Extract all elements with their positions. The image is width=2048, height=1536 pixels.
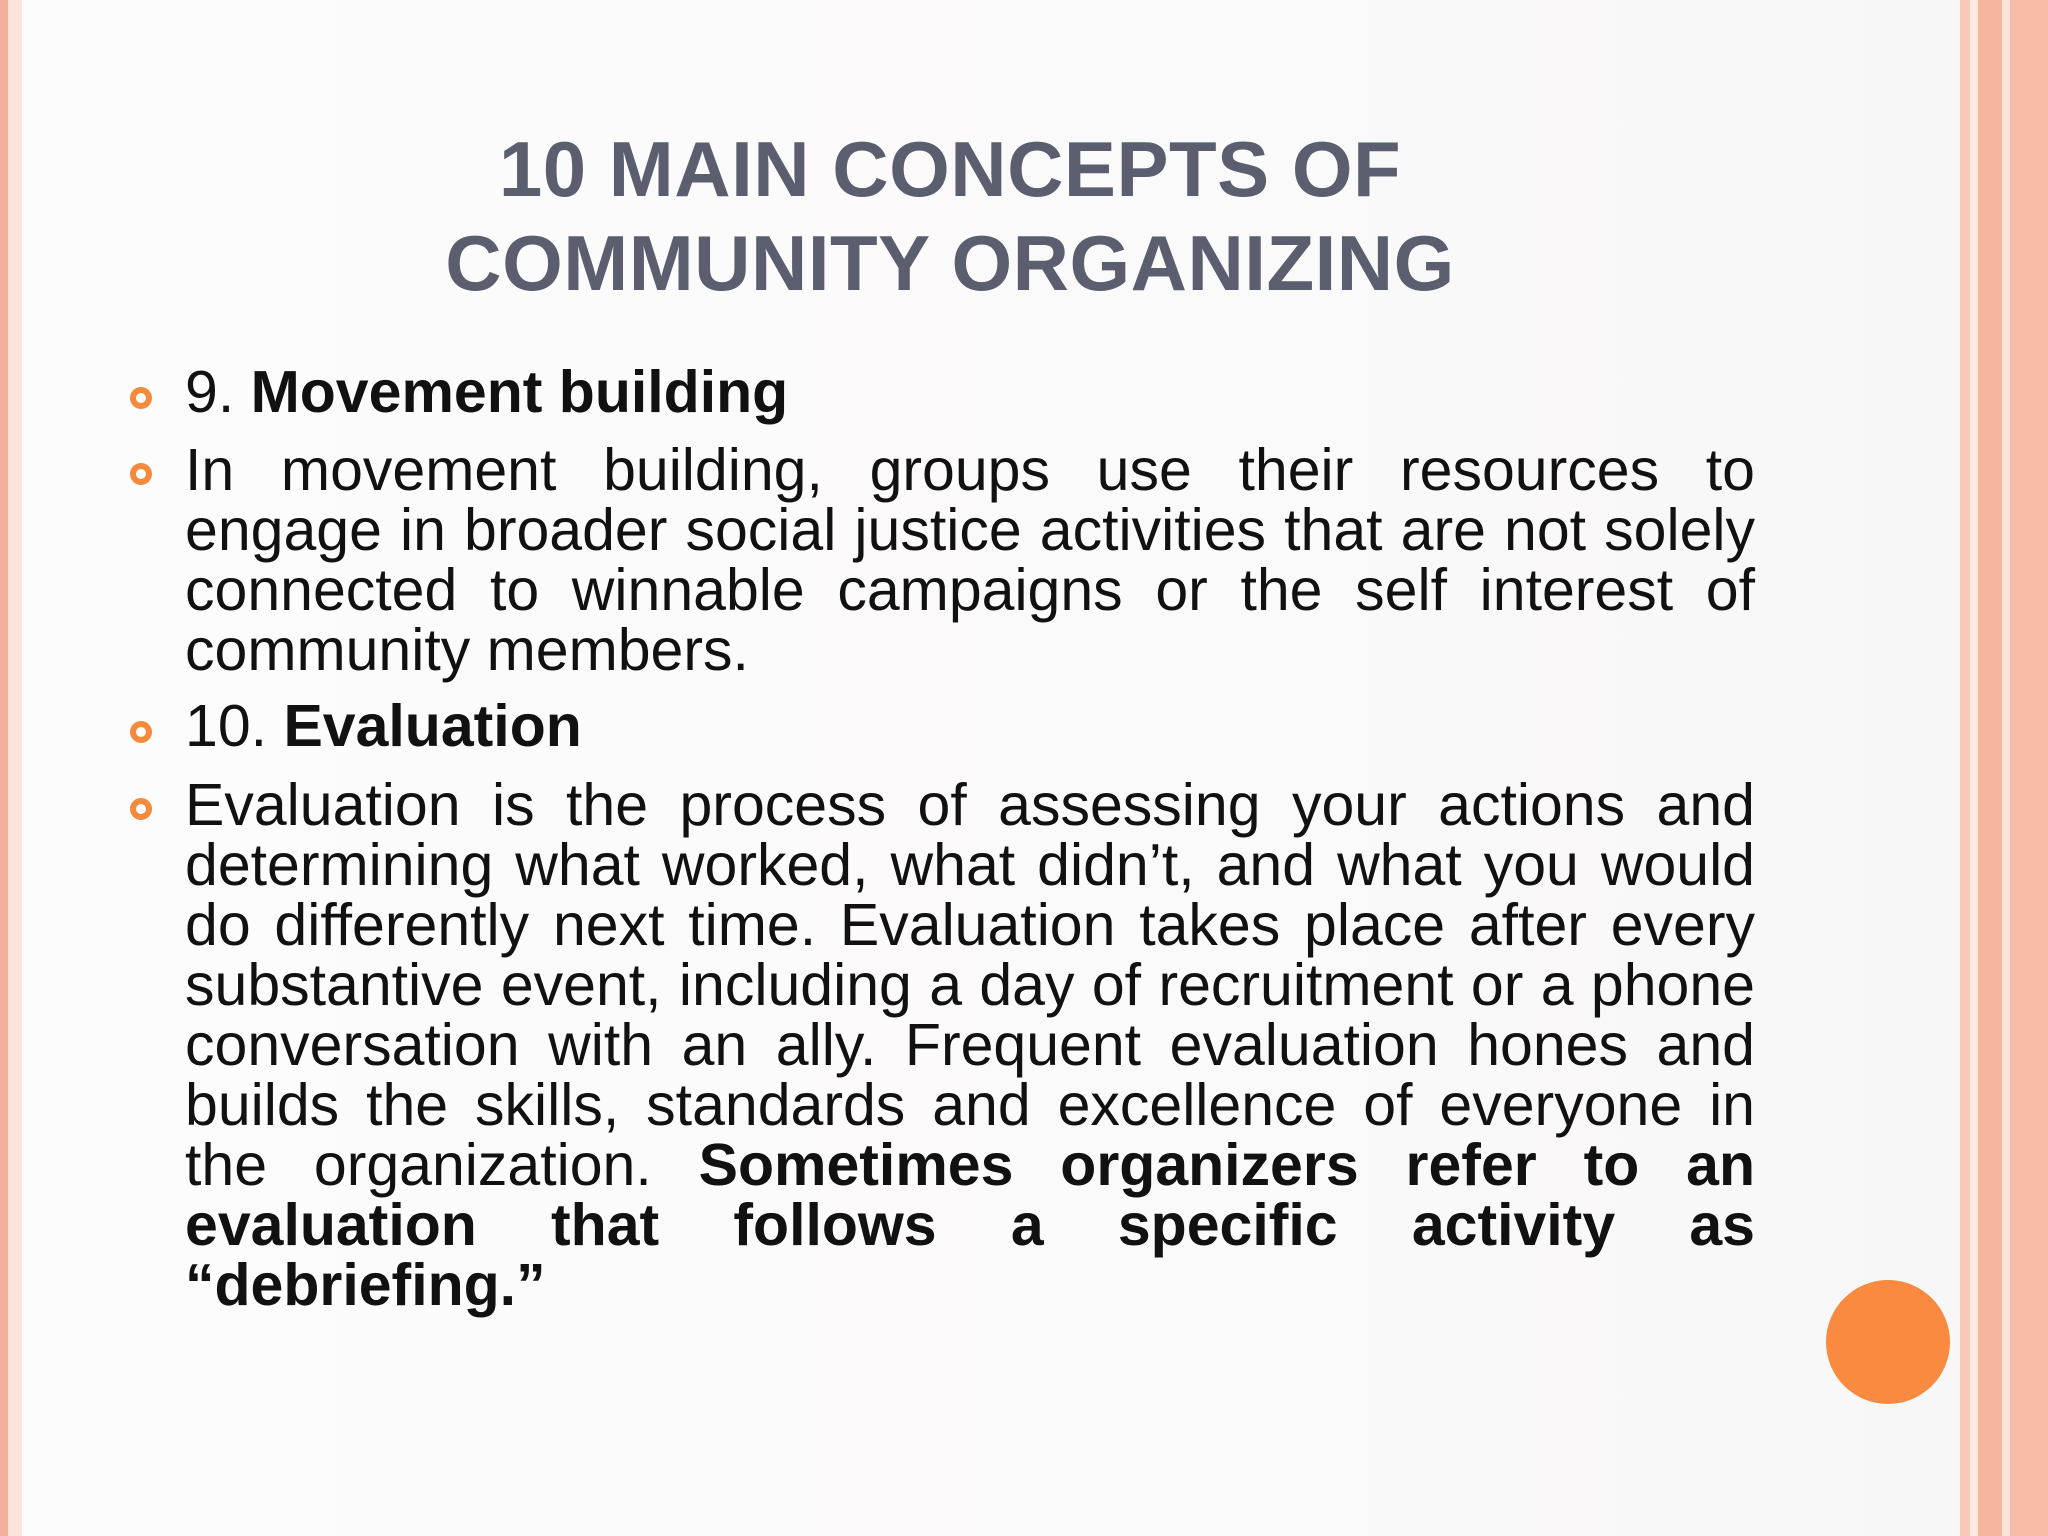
orange-ring-bullet-icon xyxy=(130,387,152,409)
item-number: 9. xyxy=(185,359,235,425)
title-line-1: 10 MAIN CONCEPTS OF xyxy=(498,125,1402,213)
right-frame-stripe xyxy=(1960,0,1970,1536)
right-frame-stripe xyxy=(2010,0,2048,1536)
orange-circle-decoration xyxy=(1826,1280,1950,1404)
orange-ring-bullet-icon xyxy=(130,463,152,485)
list-item-heading-movement-building xyxy=(185,359,1755,425)
debriefing-bold-text: Sometimes organizers refer to an evaluation that follows a specific activity as “debriefing.” xyxy=(185,1132,1756,1318)
list-item-heading-evaluation xyxy=(185,693,1755,759)
slide-title xyxy=(380,122,1520,310)
right-frame-stripe xyxy=(1978,0,2002,1536)
title-line-2: COMMUNITY ORGANIZING xyxy=(445,219,1455,307)
orange-ring-bullet-icon xyxy=(130,798,152,820)
orange-ring-bullet-icon xyxy=(130,721,152,743)
left-frame-stripe-light xyxy=(8,0,22,1536)
evaluation-text: Evaluation is the process of assessing your actions and determining what worked, what didn’t, and what you would do differently next time. Evaluation takes place after every substantive event, including a day of recruitment or a phone conversation with an ally. Frequent evaluation hones and builds the skills, standards and excellence of everyone in the organization. xyxy=(185,772,1755,1198)
item-heading: Movement building xyxy=(250,359,789,425)
item-number: 10. xyxy=(185,693,268,759)
right-frame-stripe xyxy=(2002,0,2010,1536)
right-frame-stripe xyxy=(1970,0,1978,1536)
left-frame-stripe xyxy=(0,0,8,1536)
list-item-evaluation-text xyxy=(185,772,1756,1318)
item-heading: Evaluation xyxy=(283,693,582,759)
list-item-movement-building-text: In movement building, groups use their resources to engage in broader social justice activities that are not solely connected to winnable campaigns or the self interest of community members. xyxy=(185,437,1755,683)
